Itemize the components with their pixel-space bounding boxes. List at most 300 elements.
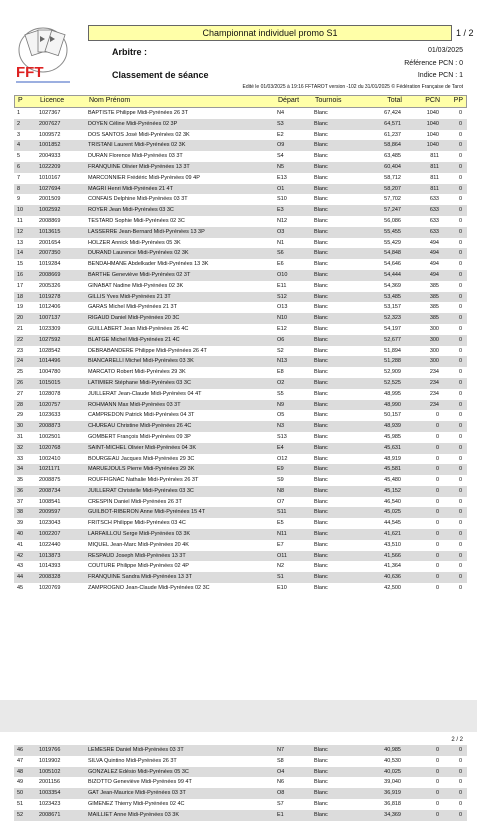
cell-rank: 24 bbox=[17, 358, 24, 365]
cell-total: 60,404 bbox=[384, 163, 401, 170]
cell-name: ROYER Jean Midi-Pyrénées 03 3C bbox=[88, 207, 174, 214]
page-number: 1 / 2 bbox=[456, 28, 474, 38]
table-row bbox=[14, 184, 467, 195]
cell-rank: 40 bbox=[17, 531, 24, 538]
table-row bbox=[14, 292, 467, 303]
cell-pp: 0 bbox=[458, 142, 462, 149]
cell-licence: 2008671 bbox=[39, 811, 61, 818]
table-row bbox=[14, 745, 467, 756]
cell-pcn: 0 bbox=[435, 433, 439, 440]
table-row bbox=[14, 378, 467, 389]
cell-pp: 0 bbox=[458, 217, 462, 224]
cell-pp: 0 bbox=[458, 282, 462, 289]
cell-pcn: 494 bbox=[429, 261, 439, 268]
cell-pcn: 811 bbox=[430, 185, 439, 192]
cell-tournois: Blanc bbox=[314, 163, 328, 170]
cell-pp: 0 bbox=[458, 207, 462, 214]
cell-pp: 0 bbox=[458, 358, 462, 365]
cell-pp: 0 bbox=[458, 509, 462, 516]
cell-total: 54,646 bbox=[384, 261, 401, 268]
table-row bbox=[14, 410, 467, 421]
cell-pp: 0 bbox=[458, 304, 462, 311]
cell-pcn: 385 bbox=[429, 293, 439, 300]
cell-depart: O13 bbox=[277, 304, 288, 311]
cell-tournois: Blanc bbox=[314, 552, 328, 559]
cell-tournois: Blanc bbox=[314, 585, 328, 592]
cell-depart: N3 bbox=[277, 423, 285, 430]
cell-licence: 1008541 bbox=[39, 498, 61, 505]
cell-name: SILVA Quintino Midi-Pyrénées 26 3T bbox=[88, 757, 177, 764]
cell-total: 55,429 bbox=[384, 239, 401, 246]
cell-licence: 1002207 bbox=[39, 531, 61, 538]
cell-rank: 27 bbox=[17, 390, 24, 397]
cell-licence: 1007137 bbox=[39, 315, 61, 322]
cell-pcn: 234 bbox=[429, 369, 439, 376]
cell-pcn: 633 bbox=[429, 207, 439, 214]
cell-tournois: Blanc bbox=[314, 315, 328, 322]
cell-rank: 4 bbox=[17, 142, 21, 149]
cell-licence: 1020769 bbox=[39, 585, 61, 592]
cell-name: MARUEJOULS Pierre Midi-Pyrénées 29 3K bbox=[88, 466, 195, 473]
cell-rank: 30 bbox=[17, 423, 24, 430]
cell-rank: 35 bbox=[17, 477, 24, 484]
cell-pp: 0 bbox=[458, 163, 462, 170]
cell-total: 41,566 bbox=[384, 552, 401, 559]
cell-total: 45,631 bbox=[384, 444, 401, 451]
cell-name: MARCATO Robert Midi-Pyrénées 29 3K bbox=[88, 369, 186, 376]
cell-rank: 6 bbox=[17, 163, 21, 170]
cell-tournois: Blanc bbox=[314, 358, 328, 365]
cell-pp: 0 bbox=[458, 466, 462, 473]
cell-rank: 41 bbox=[17, 541, 24, 548]
table-row bbox=[14, 248, 467, 259]
cell-pp: 0 bbox=[458, 271, 462, 278]
cell-name: MAGRI Henri Midi-Pyrénées 21 4T bbox=[88, 185, 173, 192]
cell-licence: 1009572 bbox=[39, 131, 61, 138]
cell-rank: 14 bbox=[17, 250, 24, 257]
cell-tournois: Blanc bbox=[314, 444, 328, 451]
cell-licence: 1013615 bbox=[39, 228, 61, 235]
cell-pcn: 0 bbox=[435, 585, 439, 592]
cell-name: ROUFFIGNAC Nathalie Midi-Pyrénées 26 3T bbox=[88, 477, 199, 484]
cell-pcn: 0 bbox=[435, 455, 439, 462]
cell-depart: N4 bbox=[277, 110, 285, 116]
cell-pp: 0 bbox=[458, 196, 462, 203]
cell-name: DEBRABANDERE Philippe Midi-Pyrénées 26 4T bbox=[88, 347, 207, 354]
cell-total: 39,040 bbox=[384, 779, 401, 786]
cell-total: 45,985 bbox=[384, 433, 401, 440]
cell-name: CAMPREDON Patrick Midi-Pyrénées 04 3T bbox=[88, 412, 195, 419]
cell-total: 57,247 bbox=[384, 207, 401, 214]
cell-depart: N10 bbox=[277, 315, 288, 322]
cell-total: 50,157 bbox=[384, 412, 401, 419]
cell-pp: 0 bbox=[458, 347, 462, 354]
cell-rank: 1 bbox=[17, 110, 21, 116]
cell-tournois: Blanc bbox=[314, 379, 328, 386]
table-row bbox=[14, 130, 467, 141]
cell-depart: O3 bbox=[277, 228, 285, 235]
cell-tournois: Blanc bbox=[314, 800, 328, 807]
cell-name: DOYEN Céline Midi-Pyrénées 02 3P bbox=[88, 120, 178, 127]
cell-rank: 20 bbox=[17, 315, 24, 322]
cell-tournois: Blanc bbox=[314, 304, 328, 311]
table-row bbox=[14, 216, 467, 227]
cell-licence: 1021171 bbox=[39, 466, 61, 473]
cell-name: RIGAUD Daniel Midi-Pyrénées 20 3C bbox=[88, 315, 180, 322]
cell-pcn: 1040 bbox=[426, 120, 439, 127]
cell-depart: N13 bbox=[277, 358, 288, 365]
cell-licence: 1002592 bbox=[39, 207, 61, 214]
cell-rank: 45 bbox=[17, 585, 24, 592]
cell-total: 63,485 bbox=[384, 153, 401, 160]
table-row bbox=[14, 454, 467, 465]
results-table-page-2 bbox=[14, 745, 467, 821]
cell-pcn: 0 bbox=[435, 563, 439, 570]
table-row bbox=[14, 119, 467, 130]
cell-licence: 1013873 bbox=[39, 552, 61, 559]
cell-licence: 1014393 bbox=[39, 563, 61, 570]
cell-tournois: Blanc bbox=[314, 239, 328, 246]
table-row bbox=[14, 281, 467, 292]
cell-name: GILLIS Yves Midi-Pyrénées 21 3T bbox=[88, 293, 171, 300]
cell-licence: 1003354 bbox=[39, 790, 61, 797]
cell-name: DURAND Laurence Midi-Pyrénées 02 3K bbox=[88, 250, 189, 257]
cell-total: 45,581 bbox=[384, 466, 401, 473]
table-row bbox=[14, 464, 467, 475]
svg-text:FFT: FFT bbox=[16, 64, 44, 81]
cell-tournois: Blanc bbox=[314, 325, 328, 332]
cell-tournois: Blanc bbox=[314, 412, 328, 419]
cell-depart: N9 bbox=[277, 401, 285, 408]
cell-depart: S5 bbox=[277, 390, 284, 397]
table-row bbox=[14, 561, 467, 572]
cell-tournois: Blanc bbox=[314, 207, 328, 214]
cell-licence: 1028542 bbox=[39, 347, 61, 354]
cell-depart: N12 bbox=[277, 217, 288, 224]
cell-depart: E11 bbox=[277, 282, 287, 289]
cell-licence: 2008328 bbox=[39, 574, 61, 581]
cell-total: 40,985 bbox=[384, 747, 401, 753]
cell-total: 51,894 bbox=[384, 347, 401, 354]
cell-pcn: 300 bbox=[429, 336, 439, 343]
cell-pcn: 385 bbox=[429, 315, 439, 322]
cell-name: MIQUEL Jean-Marc Midi-Pyrénées 20 4K bbox=[88, 541, 189, 548]
cell-pp: 0 bbox=[458, 541, 462, 548]
cell-depart: E5 bbox=[277, 520, 284, 527]
classement-heading: Classement de séance bbox=[112, 70, 209, 80]
table-row bbox=[14, 173, 467, 184]
table-row bbox=[14, 140, 467, 151]
cell-licence: 2008869 bbox=[39, 217, 61, 224]
cell-pp: 0 bbox=[458, 293, 462, 300]
cell-depart: S10 bbox=[277, 196, 287, 203]
cell-licence: 1019278 bbox=[39, 293, 61, 300]
cell-licence: 2005326 bbox=[39, 282, 61, 289]
cell-total: 51,288 bbox=[384, 358, 401, 365]
cell-pp: 0 bbox=[458, 390, 462, 397]
col-header-tournois: Tournois bbox=[315, 97, 342, 104]
cell-tournois: Blanc bbox=[314, 779, 328, 786]
cell-depart: S7 bbox=[277, 800, 284, 807]
cell-licence: 2001509 bbox=[39, 196, 61, 203]
cell-pp: 0 bbox=[458, 369, 462, 376]
cell-licence: 2009597 bbox=[39, 509, 61, 516]
cell-pp: 0 bbox=[458, 498, 462, 505]
cell-depart: E1 bbox=[277, 811, 284, 818]
cell-tournois: Blanc bbox=[314, 466, 328, 473]
cell-pp: 0 bbox=[458, 325, 462, 332]
cell-rank: 5 bbox=[17, 153, 21, 160]
cell-pp: 0 bbox=[458, 110, 462, 116]
cell-licence: 2004933 bbox=[39, 153, 61, 160]
cell-pcn: 0 bbox=[435, 498, 439, 505]
cell-tournois: Blanc bbox=[314, 423, 328, 430]
col-header-total: Total bbox=[387, 97, 402, 104]
cell-pcn: 0 bbox=[435, 811, 439, 818]
cell-pcn: 0 bbox=[435, 509, 439, 516]
cell-tournois: Blanc bbox=[314, 293, 328, 300]
cell-name: HOLZER Annick Midi-Pyrénées 05 3K bbox=[88, 239, 181, 246]
cell-pp: 0 bbox=[458, 563, 462, 570]
cell-pcn: 0 bbox=[435, 541, 439, 548]
cell-depart: O9 bbox=[277, 142, 285, 149]
cell-pp: 0 bbox=[458, 120, 462, 127]
cell-licence: 1023423 bbox=[39, 800, 61, 807]
cell-total: 34,369 bbox=[384, 811, 401, 818]
cell-name: DURAN Florence Midi-Pyrénées 03 3T bbox=[88, 153, 183, 160]
cell-pp: 0 bbox=[458, 585, 462, 592]
cell-rank: 47 bbox=[17, 757, 24, 764]
cell-rank: 52 bbox=[17, 811, 24, 818]
cell-tournois: Blanc bbox=[314, 509, 328, 516]
cell-pcn: 1040 bbox=[426, 110, 439, 116]
cell-name: TRISTANI Laurent Midi-Pyrénées 02 3K bbox=[88, 142, 186, 149]
cell-name: JUILLERAT Jean-Claude Midi-Pyrénées 04 4T bbox=[88, 390, 202, 397]
cell-tournois: Blanc bbox=[314, 196, 328, 203]
cell-rank: 39 bbox=[17, 520, 24, 527]
cell-pcn: 385 bbox=[429, 282, 439, 289]
cell-total: 44,545 bbox=[384, 520, 401, 527]
cell-licence: 1022440 bbox=[39, 541, 61, 548]
table-row bbox=[14, 810, 467, 821]
cell-pcn: 0 bbox=[435, 779, 439, 786]
cell-depart: N6 bbox=[277, 779, 285, 786]
cell-depart: N8 bbox=[277, 487, 285, 494]
cell-pcn: 0 bbox=[435, 412, 439, 419]
cell-rank: 42 bbox=[17, 552, 24, 559]
cell-tournois: Blanc bbox=[314, 110, 328, 116]
cell-tournois: Blanc bbox=[314, 531, 328, 538]
table-row bbox=[14, 432, 467, 443]
cell-pcn: 1040 bbox=[426, 142, 439, 149]
cell-rank: 51 bbox=[17, 800, 24, 807]
cell-depart: O4 bbox=[277, 768, 285, 775]
cell-pcn: 0 bbox=[435, 531, 439, 538]
cell-depart: N2 bbox=[277, 563, 285, 570]
cell-total: 53,485 bbox=[384, 293, 401, 300]
cell-pcn: 494 bbox=[429, 250, 439, 257]
cell-name: TESTARD Sophie Midi-Pyrénées 02 3C bbox=[88, 217, 185, 224]
table-row bbox=[14, 767, 467, 778]
cell-total: 42,500 bbox=[384, 585, 401, 592]
cell-rank: 25 bbox=[17, 369, 24, 376]
cell-tournois: Blanc bbox=[314, 271, 328, 278]
cell-tournois: Blanc bbox=[314, 811, 328, 818]
cell-tournois: Blanc bbox=[314, 790, 328, 797]
cell-total: 55,455 bbox=[384, 228, 401, 235]
cell-name: LATIMIER Stéphane Midi-Pyrénées 03 3C bbox=[88, 379, 191, 386]
results-table bbox=[14, 108, 467, 594]
table-row bbox=[14, 346, 467, 357]
cell-rank: 19 bbox=[17, 304, 24, 311]
cell-pp: 0 bbox=[458, 747, 462, 753]
cell-pcn: 234 bbox=[429, 379, 439, 386]
cell-rank: 38 bbox=[17, 509, 24, 516]
cell-rank: 44 bbox=[17, 574, 24, 581]
cell-rank: 23 bbox=[17, 347, 24, 354]
cell-rank: 17 bbox=[17, 282, 24, 289]
cell-depart: S3 bbox=[277, 120, 284, 127]
cell-tournois: Blanc bbox=[314, 142, 328, 149]
cell-total: 48,939 bbox=[384, 423, 401, 430]
cell-depart: O2 bbox=[277, 379, 285, 386]
cell-licence: 1019766 bbox=[39, 747, 61, 753]
table-row bbox=[14, 367, 467, 378]
cell-total: 43,510 bbox=[384, 541, 401, 548]
cell-rank: 37 bbox=[17, 498, 24, 505]
cell-depart: E8 bbox=[277, 369, 284, 376]
cell-pp: 0 bbox=[458, 790, 462, 797]
cell-pp: 0 bbox=[458, 412, 462, 419]
table-row bbox=[14, 529, 467, 540]
cell-licence: 1010167 bbox=[39, 174, 61, 181]
cell-total: 36,818 bbox=[384, 800, 401, 807]
cell-tournois: Blanc bbox=[314, 747, 328, 753]
cell-name: FRANQUINE Sandra Midi-Pyrénées 13 3T bbox=[88, 574, 192, 581]
cell-total: 41,621 bbox=[384, 531, 401, 538]
cell-pcn: 0 bbox=[435, 466, 439, 473]
cell-tournois: Blanc bbox=[314, 541, 328, 548]
cell-licence: 2001156 bbox=[39, 779, 61, 786]
table-row bbox=[14, 227, 467, 238]
cell-name: JUILLERAT Christelle Midi-Pyrénées 03 3C bbox=[88, 487, 194, 494]
cell-licence: 1004780 bbox=[39, 369, 61, 376]
cell-pp: 0 bbox=[458, 768, 462, 775]
cell-tournois: Blanc bbox=[314, 174, 328, 181]
cell-name: BENDAHMANE Abdelkader Midi-Pyrénées 13 3K bbox=[88, 261, 209, 268]
cell-rank: 33 bbox=[17, 455, 24, 462]
table-row bbox=[14, 788, 467, 799]
cell-pcn: 0 bbox=[435, 768, 439, 775]
table-row bbox=[14, 324, 467, 335]
cell-rank: 15 bbox=[17, 261, 24, 268]
cell-tournois: Blanc bbox=[314, 120, 328, 127]
cell-rank: 8 bbox=[17, 185, 21, 192]
cell-name: CHUREAU Christine Midi-Pyrénées 26 4C bbox=[88, 423, 192, 430]
table-row bbox=[14, 205, 467, 216]
cell-licence: 1015015 bbox=[39, 379, 61, 386]
cell-pcn: 494 bbox=[429, 271, 439, 278]
cell-pcn: 633 bbox=[429, 228, 439, 235]
table-row bbox=[14, 400, 467, 411]
cell-rank: 22 bbox=[17, 336, 24, 343]
cell-tournois: Blanc bbox=[314, 282, 328, 289]
cell-rank: 12 bbox=[17, 228, 24, 235]
cell-total: 45,025 bbox=[384, 509, 401, 516]
cell-licence: 2007350 bbox=[39, 250, 61, 257]
cell-pp: 0 bbox=[458, 574, 462, 581]
cell-pcn: 811 bbox=[430, 153, 439, 160]
cell-rank: 7 bbox=[17, 174, 21, 181]
table-row bbox=[14, 497, 467, 508]
table-row bbox=[14, 259, 467, 270]
cell-licence: 1005102 bbox=[39, 768, 61, 775]
cell-tournois: Blanc bbox=[314, 153, 328, 160]
cell-name: GAT Jean-Maurice Midi-Pyrénées 03 3T bbox=[88, 790, 186, 797]
table-row bbox=[14, 507, 467, 518]
cell-name: RESPAUD Joseph Midi-Pyrénées 13 3T bbox=[88, 552, 186, 559]
cell-tournois: Blanc bbox=[314, 757, 328, 764]
cell-licence: 1023633 bbox=[39, 412, 61, 419]
cell-tournois: Blanc bbox=[314, 131, 328, 138]
cell-licence: 2008873 bbox=[39, 423, 61, 430]
cell-depart: N1 bbox=[277, 239, 285, 246]
cell-pp: 0 bbox=[458, 401, 462, 408]
cell-rank: 2 bbox=[17, 120, 21, 127]
cell-total: 52,909 bbox=[384, 369, 401, 376]
cell-total: 41,364 bbox=[384, 563, 401, 570]
table-row bbox=[14, 583, 467, 594]
cell-name: FRITSCH Philippe Midi-Pyrénées 03 4C bbox=[88, 520, 186, 527]
cell-depart: S9 bbox=[277, 477, 284, 484]
cell-name: BAPTISTE Philippe Midi-Pyrénées 26 3T bbox=[88, 110, 188, 116]
cell-pcn: 0 bbox=[435, 423, 439, 430]
cell-name: BIZOTTO Geneviève Midi-Pyrénées 99 4T bbox=[88, 779, 192, 786]
cell-tournois: Blanc bbox=[314, 563, 328, 570]
cell-rank: 10 bbox=[17, 207, 24, 214]
cell-total: 40,636 bbox=[384, 574, 401, 581]
cell-name: GARAS Michel Midi-Pyrénées 21 3T bbox=[88, 304, 177, 311]
cell-pp: 0 bbox=[458, 423, 462, 430]
cell-rank: 46 bbox=[17, 747, 24, 753]
cell-depart: E9 bbox=[277, 466, 284, 473]
cell-licence: 1001852 bbox=[39, 142, 61, 149]
table-row bbox=[14, 572, 467, 583]
cell-pcn: 494 bbox=[429, 239, 439, 246]
cell-name: SAINT-MICHEL Olivier Midi-Pyrénées 04 3K bbox=[88, 444, 196, 451]
table-row bbox=[14, 421, 467, 432]
col-header-pp: PP bbox=[453, 97, 463, 104]
cell-rank: 36 bbox=[17, 487, 24, 494]
cell-total: 64,571 bbox=[384, 120, 401, 127]
cell-pp: 0 bbox=[458, 520, 462, 527]
cell-total: 36,919 bbox=[384, 790, 401, 797]
cell-depart: N7 bbox=[277, 747, 285, 753]
cell-depart: S1 bbox=[277, 574, 284, 581]
table-row bbox=[14, 194, 467, 205]
cell-total: 54,444 bbox=[384, 271, 401, 278]
fftarot-logo-icon bbox=[10, 24, 76, 88]
table-row bbox=[14, 389, 467, 400]
cell-total: 61,237 bbox=[384, 131, 401, 138]
cell-rank: 26 bbox=[17, 379, 24, 386]
table-row bbox=[14, 475, 467, 486]
edition-line: Edité le 01/03/2025 à 19:16 FFTAROT version -102 du 31/01/2025 © Fédération Française de Tarot bbox=[242, 84, 463, 90]
cell-depart: S12 bbox=[277, 293, 287, 300]
cell-depart: S8 bbox=[277, 757, 284, 764]
cell-name: GONZALEZ Edésio Midi-Pyrénées 05 3C bbox=[88, 768, 189, 775]
cell-pp: 0 bbox=[458, 779, 462, 786]
